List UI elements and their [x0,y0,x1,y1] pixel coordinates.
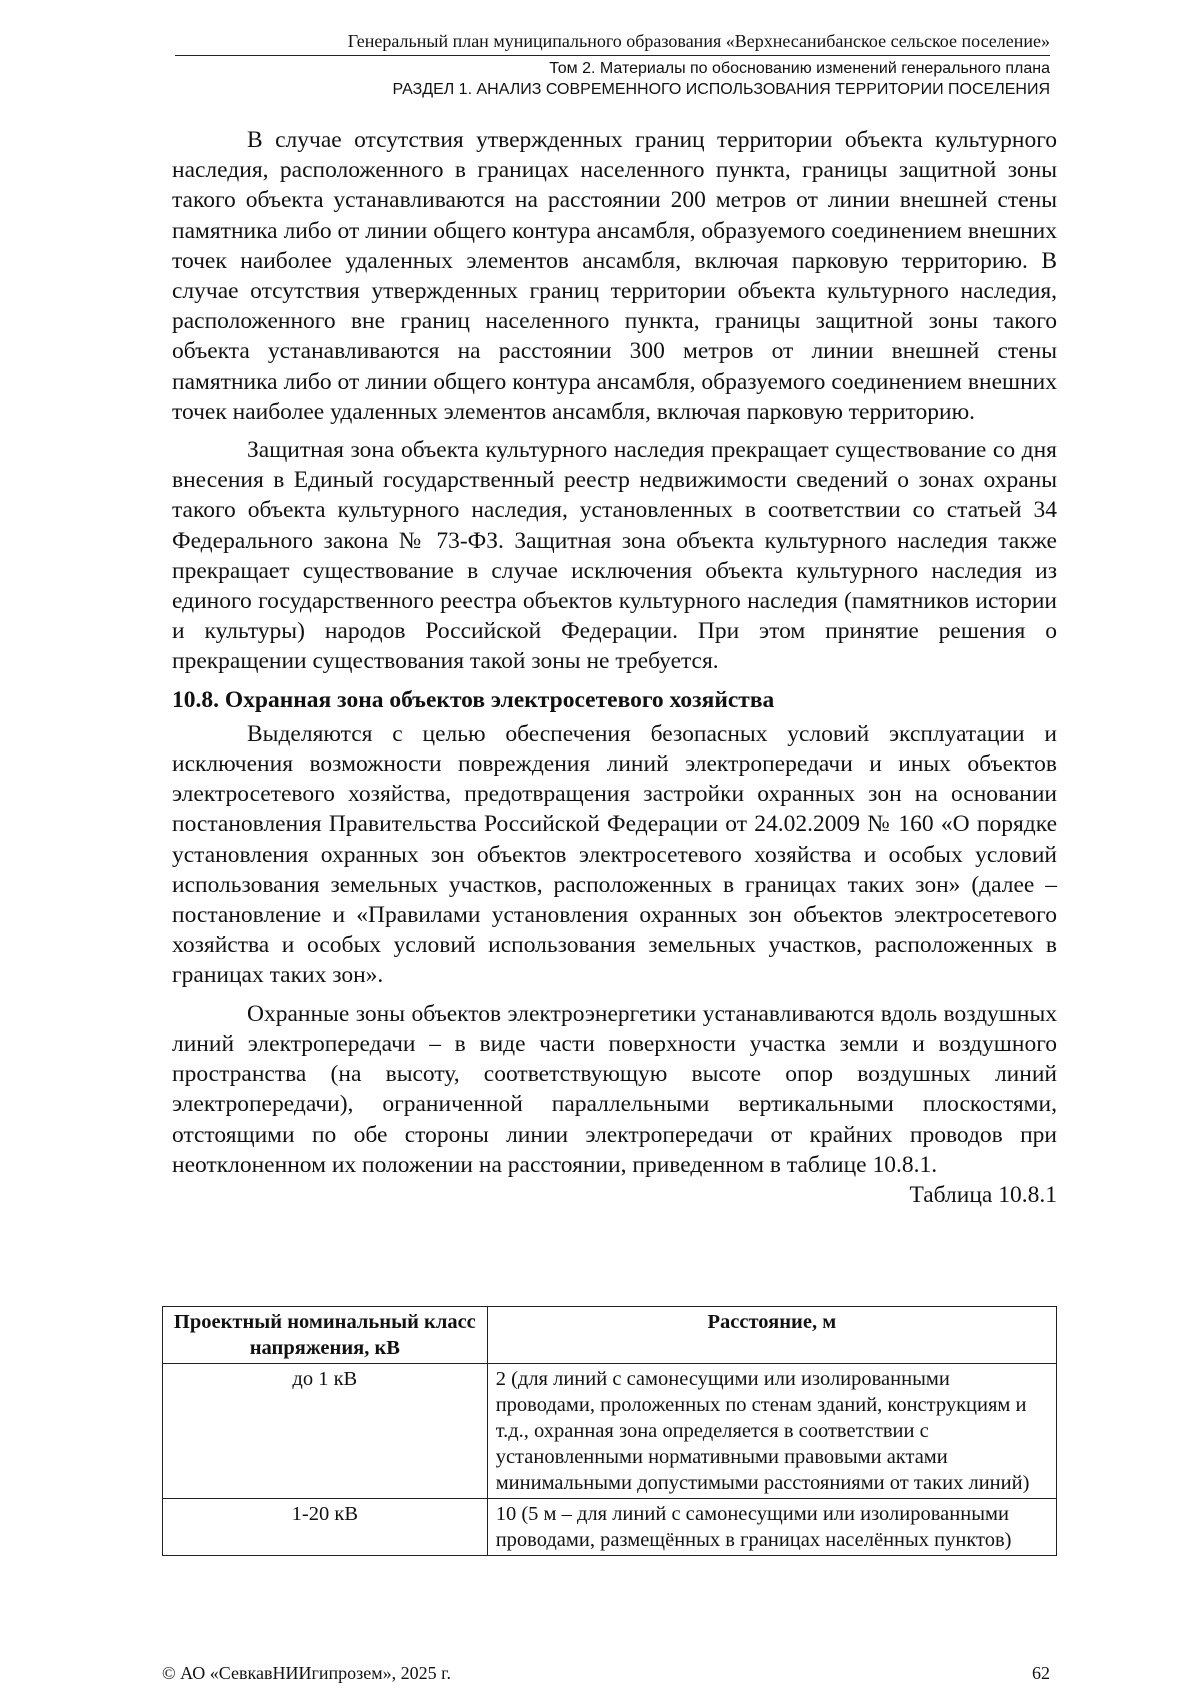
footer-copyright: © АО «СевкавНИИгипрозем», 2025 г. [162,1663,451,1683]
table-row [163,1499,1057,1556]
body-paragraph-3: Выделяются с целью обеспечения безопасных условий эксплуатации и исключения возможности повреждения линий электропередачи и иных объектов электросетевого хозяйства, предотвращения застройки охранных зон на основании постановления Правительства Российской Федерации от 24.02.2009 № 160 «О порядке установления охранных зон объектов электросетевого хозяйства и особых условий использования земельных участков, расположенных в границах таких зон» (далее – постановление и «Правилами установления охранных зон объектов электросетевого хозяйства и особых условий использования земельных участков, расположенных в границах таких зон». [172,720,1057,989]
document-body [172,125,1057,1218]
document-header-section: РАЗДЕЛ 1. АНАЛИЗ СОВРЕМЕННОГО ИСПОЛЬЗОВАНИЯ ТЕРРИТОРИИ ПОСЕЛЕНИЯ [392,81,1050,98]
table-caption: Таблица 10.8.1 [909,1181,1057,1208]
document-header-title: Генеральный план муниципального образования «Верхнесанибанское сельское поселение» [347,31,1050,51]
footer-page-number: 62 [1032,1663,1050,1683]
body-paragraph-4: Охранные зоны объектов электроэнергетики устанавливаются вдоль воздушных линий электропередачи – в виде части поверхности участка земли и воздушного пространства (на высоту, соответствующую высоте опор воздушных линий электропередачи), ограниченной параллельными вертикальными плоскостями, отстоящими по обе стороны линии электропередачи от крайних проводов при неотклоненном их положении на расстоянии, приведенном в таблице 10.8.1. [172,1000,1057,1178]
table-cell-voltage: 1-20 кВ [163,1499,488,1556]
voltage-distance-table [162,1306,1057,1556]
table-header-voltage: Проектный номинальный класс напряжения, кВ [163,1307,488,1364]
table-cell-voltage: до 1 кВ [163,1364,488,1499]
table-cell-distance: 2 (для линий с самонесущими или изолированными проводами, проложенных по стенам зданий, конструкциям и т.д., охранная зона определяется в соответствии с установленными нормативными правовыми актами минимальными допустимыми расстояниями от таких линий) [487,1364,1056,1499]
section-heading: 10.8. Охранная зона объектов электросетевого хозяйства [172,686,775,713]
body-paragraph-2: Защитная зона объекта культурного наследия прекращает существование со дня внесения в Единый государственный реестр недвижимости сведений о зонах охраны такого объекта культурного наследия, установленных в соответствии со статьей 34 Федерального закона № 73-ФЗ. Защитная зона объекта культурного наследия также прекращает существование в случае исключения объекта культурного наследия из единого государственного реестра объектов культурного наследия (памятников истории и культуры) народов Российской Федерации. При этом принятие решения о прекращении существования такой зоны не требуется. [172,437,1057,675]
body-paragraph-1: В случае отсутствия утвержденных границ территории объекта культурного наследия, расположенного в границах населенного пункта, границы защитной зоны такого объекта устанавливаются на расстоянии 200 метров от линии внешней стены памятника либо от линии общего контура ансамбля, образуемого соединением внешних точек наиболее удаленных элементов ансамбля, включая парковую территорию. В случае отсутствия утвержденных границ территории объекта культурного наследия, расположенного вне границ населенного пункта, границы защитной зоны такого объекта устанавливаются на расстоянии 300 метров от линии внешней стены памятника либо от линии общего контура ансамбля, образуемого соединением внешних точек наиболее удаленных элементов ансамбля, включая парковую территорию. [172,127,1057,425]
table-header-distance: Расстояние, м [487,1307,1056,1364]
table-header-row [163,1307,1057,1364]
table-cell-distance: 10 (5 м – для линий с самонесущими или изолированными проводами, размещённых в границах населённых пунктов) [487,1499,1056,1556]
header-divider [175,55,1050,56]
table-row [163,1364,1057,1499]
document-header-volume: Том 2. Материалы по обоснованию изменений генерального плана [549,60,1050,77]
